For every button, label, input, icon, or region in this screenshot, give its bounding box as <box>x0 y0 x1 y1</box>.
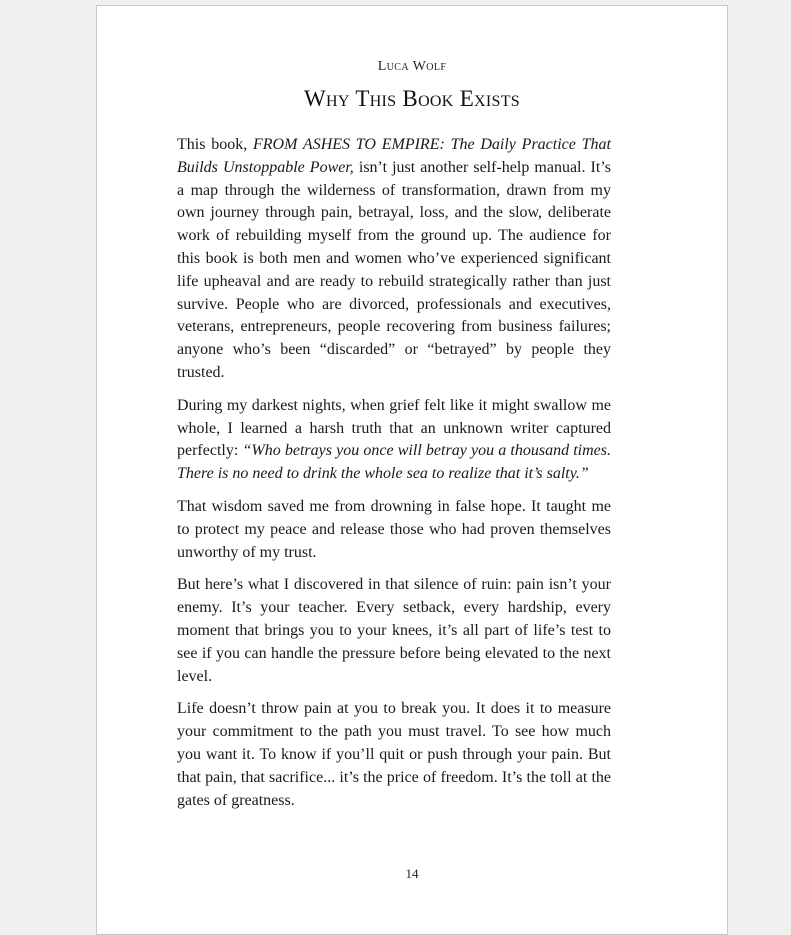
running-head-author: Luca Wolf <box>377 59 447 74</box>
paragraph-3: That wisdom saved me from drowning in false hope. It taught me to protect my peace and release those who had proven themselves unworthy of my trust. <box>177 497 611 561</box>
paragraph-2 <box>177 395 611 486</box>
book-title-italic: FROM ASHES TO EMPIRE: The Daily Practice That Builds Unstoppable Power, <box>177 136 611 176</box>
paragraph-1 <box>177 134 611 385</box>
paragraph-5: Life doesn’t throw pain at you to break you. It does it to measure your commitment to the path you must travel. To see how much you want it. To know if you’ll quit or push through your pain. But that pain, that sacrifice... it’s the price of freedom. It’s the toll at the gates of greatness. <box>177 700 611 809</box>
document-page <box>96 5 728 935</box>
quote-italic: “Who betrays you once will betray you a thousand times. There is no need to drink the whole sea to realize that it’s salty.” <box>177 442 612 483</box>
page-number: 14 <box>405 866 419 881</box>
paragraph-2-intro: During my darkest nights, when grief felt like it might swallow me whole, I learned a harsh truth that an unknown writer captured perfectly: <box>177 396 611 460</box>
body-text <box>177 134 611 822</box>
chapter-title: Why This Book Exists <box>304 86 520 111</box>
paragraph-4: But here’s what I discovered in that silence of ruin: pain isn’t your enemy. It’s your teacher. Every setback, every hardship, every moment that brings you to your knees, it’s all part of life’s test to see if you can handle the pressure before being elevated to the next level. <box>177 576 611 685</box>
paragraph-1-intro: This book, <box>177 136 253 153</box>
paragraph-1-rest: isn’t just another self-help manual. It’s a map through the wilderness of transformation, drawn from my own journey through pain, betrayal, loss, and the slow, deliberate work of rebuilding myself from the ground up. The audience for this book is both men and women who’ve experienced significant life upheaval and are ready to rebuild strategically rather than just survive. People who are divorced, professionals and executives, veterans, entrepreneurs, people recovering from business failures; anyone who’s been “discarded” or “betrayed” by people they trusted. <box>177 158 611 381</box>
